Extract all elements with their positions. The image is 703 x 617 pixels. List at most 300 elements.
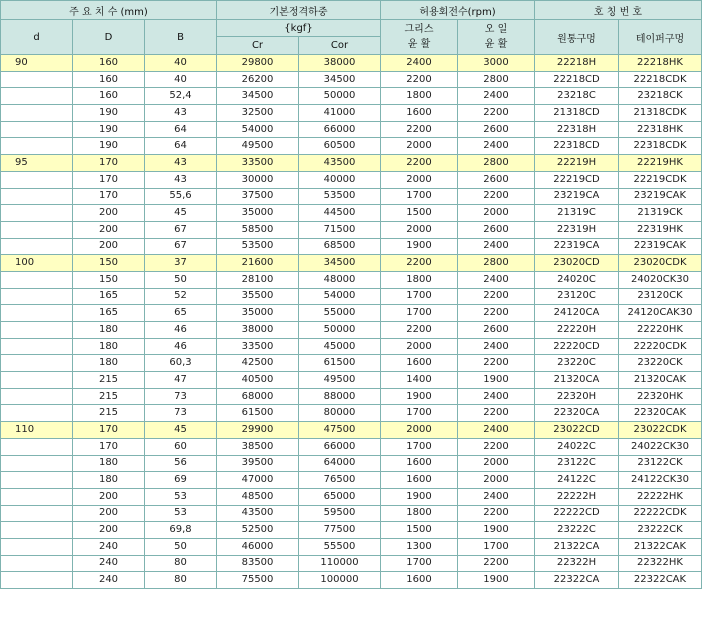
cell-outer-d: 200 [73,238,145,255]
cell-tapered-no: 24122CK30 [619,472,702,489]
table-row [1,422,702,439]
cell-grease-speed: 1800 [381,271,458,288]
cell-bore-d [1,488,73,505]
table-row [1,322,702,339]
cell-bore-d [1,455,73,472]
cell-width-b: 40 [145,55,217,72]
cell-cor: 43500 [299,155,381,172]
cell-outer-d: 200 [73,205,145,222]
cell-grease-speed: 2000 [381,138,458,155]
cell-outer-d: 240 [73,555,145,572]
cell-cr: 42500 [217,355,299,372]
cell-tapered-no: 22218CDK [619,71,702,88]
table-row [1,71,702,88]
tapered-bore-header: 테이퍼구멍 [619,20,702,55]
cell-cylindrical-no: 22319CA [535,238,619,255]
cell-outer-d: 150 [73,271,145,288]
cell-bore-d [1,188,73,205]
cell-cor: 80000 [299,405,381,422]
cell-cor: 66000 [299,438,381,455]
table-row [1,455,702,472]
cell-oil-speed: 2400 [458,388,535,405]
cell-cor: 65000 [299,488,381,505]
cell-outer-d: 180 [73,322,145,339]
cell-grease-speed: 1800 [381,88,458,105]
cell-bore-d [1,238,73,255]
table-row [1,488,702,505]
table-row [1,55,702,72]
cell-cylindrical-no: 22320H [535,388,619,405]
cell-cor: 50000 [299,88,381,105]
cell-width-b: 37 [145,255,217,272]
cell-cylindrical-no: 22222CD [535,505,619,522]
cell-width-b: 52 [145,288,217,305]
cell-oil-speed: 2200 [458,305,535,322]
cell-tapered-no: 22219HK [619,155,702,172]
cell-cylindrical-no: 22318CD [535,138,619,155]
cell-cylindrical-no: 24122C [535,472,619,489]
table-row [1,271,702,288]
cell-cor: 34500 [299,71,381,88]
cell-grease-speed: 1500 [381,205,458,222]
cell-cr: 26200 [217,71,299,88]
cell-bore-d [1,88,73,105]
cell-tapered-no: 22322CAK [619,572,702,589]
cell-outer-d: 215 [73,372,145,389]
cell-cylindrical-no: 24022C [535,438,619,455]
cell-cr: 43500 [217,505,299,522]
cell-grease-speed: 1600 [381,572,458,589]
cell-cr: 33500 [217,338,299,355]
cell-grease-speed: 1700 [381,288,458,305]
cell-cor: 110000 [299,555,381,572]
cell-bore-d [1,338,73,355]
cell-width-b: 56 [145,455,217,472]
cell-bore-d [1,572,73,589]
cell-cr: 46000 [217,538,299,555]
table-row [1,171,702,188]
cell-cylindrical-no: 23120C [535,288,619,305]
load-rating-header: 기본정격하중 [217,1,381,20]
cell-cr: 75500 [217,572,299,589]
cell-outer-d: 160 [73,55,145,72]
cell-cylindrical-no: 22220H [535,322,619,339]
cell-tapered-no: 22219CDK [619,171,702,188]
cell-oil-speed: 1900 [458,522,535,539]
cell-tapered-no: 23022CDK [619,422,702,439]
cell-outer-d: 170 [73,422,145,439]
table-row [1,155,702,172]
cell-grease-speed: 2000 [381,221,458,238]
cell-cylindrical-no: 23219CA [535,188,619,205]
cell-cylindrical-no: 21320CA [535,372,619,389]
cell-cor: 50000 [299,322,381,339]
cell-oil-speed: 2200 [458,505,535,522]
cell-width-b: 50 [145,271,217,288]
cell-cr: 30000 [217,171,299,188]
cell-tapered-no: 21320CAK [619,372,702,389]
cell-cylindrical-no: 22218CD [535,71,619,88]
cell-cr: 38000 [217,322,299,339]
cell-oil-speed: 1700 [458,538,535,555]
cell-bore-d [1,372,73,389]
cell-tapered-no: 22218HK [619,55,702,72]
cell-width-b: 73 [145,388,217,405]
cell-tapered-no: 22320CAK [619,405,702,422]
cell-tapered-no: 22322HK [619,555,702,572]
cell-width-b: 80 [145,555,217,572]
cell-cr: 32500 [217,105,299,122]
table-body [1,55,702,589]
cell-cr: 37500 [217,188,299,205]
cell-grease-speed: 1400 [381,372,458,389]
cell-oil-speed: 2200 [458,355,535,372]
cell-oil-speed: 2200 [458,288,535,305]
table-row [1,572,702,589]
cell-oil-speed: 2800 [458,71,535,88]
cell-cr: 35500 [217,288,299,305]
cell-oil-speed: 1900 [458,572,535,589]
cell-oil-speed: 2800 [458,255,535,272]
cell-grease-speed: 1700 [381,305,458,322]
cell-bore-d [1,522,73,539]
cell-outer-d: 200 [73,221,145,238]
table-row [1,188,702,205]
cell-cylindrical-no: 21319C [535,205,619,222]
cell-cr: 39500 [217,455,299,472]
cell-width-b: 73 [145,405,217,422]
cell-cylindrical-no: 23122C [535,455,619,472]
cell-bore-d: 100 [1,255,73,272]
cell-cor: 68500 [299,238,381,255]
cell-width-b: 53 [145,505,217,522]
cell-width-b: 53 [145,488,217,505]
cell-cr: 35000 [217,305,299,322]
table-row [1,472,702,489]
cell-oil-speed: 2200 [458,438,535,455]
cell-cylindrical-no: 22219H [535,155,619,172]
cell-tapered-no: 22319HK [619,221,702,238]
cell-width-b: 40 [145,71,217,88]
table-row [1,522,702,539]
cell-cylindrical-no: 23220C [535,355,619,372]
table-row [1,505,702,522]
table-row [1,288,702,305]
cell-outer-d: 160 [73,88,145,105]
cell-grease-speed: 1900 [381,488,458,505]
table-row [1,555,702,572]
cell-outer-d: 170 [73,438,145,455]
cell-oil-speed: 2600 [458,322,535,339]
cell-outer-d: 215 [73,388,145,405]
cell-width-b: 47 [145,372,217,389]
cell-oil-speed: 2400 [458,488,535,505]
table-row [1,388,702,405]
cell-width-b: 46 [145,322,217,339]
cell-tapered-no: 23218CK [619,88,702,105]
cell-tapered-no: 22318HK [619,121,702,138]
grease-header [381,20,458,55]
cell-tapered-no: 23219CAK [619,188,702,205]
cell-grease-speed: 2200 [381,155,458,172]
cell-cor: 47500 [299,422,381,439]
cell-grease-speed: 1700 [381,188,458,205]
cell-tapered-no: 21319CK [619,205,702,222]
cell-bore-d [1,505,73,522]
cell-cr: 49500 [217,138,299,155]
table-row [1,105,702,122]
cell-tapered-no: 22220HK [619,322,702,339]
cell-cor: 55500 [299,538,381,555]
cell-width-b: 43 [145,105,217,122]
cell-tapered-no: 23220CK [619,355,702,372]
cell-cor: 76500 [299,472,381,489]
table-header [1,1,702,55]
cell-bore-d [1,121,73,138]
cell-outer-d: 180 [73,355,145,372]
cell-oil-speed: 2400 [458,138,535,155]
cell-bore-d [1,405,73,422]
cell-oil-speed: 2600 [458,121,535,138]
cell-outer-d: 165 [73,305,145,322]
cell-grease-speed: 2200 [381,71,458,88]
cell-width-b: 55,6 [145,188,217,205]
cell-oil-speed: 2400 [458,422,535,439]
cell-cylindrical-no: 22319H [535,221,619,238]
cell-cor: 34500 [299,255,381,272]
cell-grease-speed: 1600 [381,472,458,489]
cell-bore-d [1,538,73,555]
cell-cylindrical-no: 23022CD [535,422,619,439]
cell-cr: 47000 [217,472,299,489]
oil-header [458,20,535,55]
cell-oil-speed: 2600 [458,221,535,238]
cell-tapered-no: 24020CK30 [619,271,702,288]
cell-cor: 45000 [299,338,381,355]
width-b-header: B [145,20,217,55]
cell-width-b: 46 [145,338,217,355]
cell-oil-speed: 2200 [458,105,535,122]
cell-tapered-no: 24120CAK30 [619,305,702,322]
cell-width-b: 43 [145,155,217,172]
cell-grease-speed: 2000 [381,171,458,188]
cell-width-b: 60 [145,438,217,455]
cell-oil-speed: 2400 [458,238,535,255]
cell-bore-d [1,305,73,322]
cell-grease-speed: 2400 [381,55,458,72]
cell-outer-d: 180 [73,455,145,472]
cell-cor: 48000 [299,271,381,288]
table-row [1,338,702,355]
cell-outer-d: 190 [73,138,145,155]
cell-outer-d: 215 [73,405,145,422]
cell-tapered-no: 21318CDK [619,105,702,122]
cell-cr: 58500 [217,221,299,238]
cell-grease-speed: 1900 [381,238,458,255]
cell-cylindrical-no: 22322CA [535,572,619,589]
cell-outer-d: 240 [73,572,145,589]
cell-tapered-no: 22318CDK [619,138,702,155]
cell-cor: 38000 [299,55,381,72]
table-row [1,88,702,105]
cell-grease-speed: 1600 [381,455,458,472]
cell-cylindrical-no: 24120CA [535,305,619,322]
cell-cylindrical-no: 22322H [535,555,619,572]
table-row [1,355,702,372]
cell-bore-d [1,322,73,339]
cell-cylindrical-no: 22218H [535,55,619,72]
cell-cr: 68000 [217,388,299,405]
cell-grease-speed: 1500 [381,522,458,539]
cell-grease-speed: 1800 [381,505,458,522]
cell-outer-d: 180 [73,472,145,489]
cell-cr: 83500 [217,555,299,572]
grease-label-line1: 그리스 [404,24,434,35]
cell-outer-d: 180 [73,338,145,355]
cell-oil-speed: 2600 [458,171,535,188]
cell-outer-d: 240 [73,538,145,555]
cell-tapered-no: 22220CDK [619,338,702,355]
table-row [1,255,702,272]
cell-oil-speed: 3000 [458,55,535,72]
outer-d-header: D [73,20,145,55]
cell-cor: 66000 [299,121,381,138]
cell-cr: 38500 [217,438,299,455]
cell-cylindrical-no: 21318CD [535,105,619,122]
cell-cylindrical-no: 23020CD [535,255,619,272]
oil-label-line1: 오 일 [484,24,508,35]
speed-header: 허용회전수(rpm) [381,1,535,20]
cell-width-b: 50 [145,538,217,555]
cell-cor: 40000 [299,171,381,188]
cell-cr: 52500 [217,522,299,539]
cell-bore-d [1,472,73,489]
table-row [1,538,702,555]
cell-cr: 33500 [217,155,299,172]
cell-cr: 48500 [217,488,299,505]
cell-bore-d [1,221,73,238]
cr-header: Cr [217,37,299,55]
cell-width-b: 67 [145,238,217,255]
cell-oil-speed: 2200 [458,555,535,572]
cell-bore-d [1,355,73,372]
cell-cor: 54000 [299,288,381,305]
table-row [1,238,702,255]
cell-cor: 61500 [299,355,381,372]
oil-label-line2: 윤 활 [484,39,508,50]
cell-outer-d: 190 [73,121,145,138]
cell-grease-speed: 2200 [381,322,458,339]
cell-bore-d [1,388,73,405]
cell-cylindrical-no: 22320CA [535,405,619,422]
cell-cr: 35000 [217,205,299,222]
cell-width-b: 45 [145,205,217,222]
cell-outer-d: 160 [73,71,145,88]
cell-oil-speed: 2000 [458,455,535,472]
cell-tapered-no: 22222CDK [619,505,702,522]
cell-outer-d: 150 [73,255,145,272]
cell-oil-speed: 2000 [458,472,535,489]
cell-cr: 34500 [217,88,299,105]
cell-cylindrical-no: 23218C [535,88,619,105]
cell-grease-speed: 1700 [381,438,458,455]
cell-cor: 100000 [299,572,381,589]
cell-tapered-no: 22319CAK [619,238,702,255]
cell-cylindrical-no: 21322CA [535,538,619,555]
d-header: d [1,20,73,55]
cell-width-b: 65 [145,305,217,322]
cell-oil-speed: 1900 [458,372,535,389]
cylindrical-bore-header: 원통구멍 [535,20,619,55]
cell-bore-d [1,138,73,155]
cell-cor: 64000 [299,455,381,472]
cell-tapered-no: 24022CK30 [619,438,702,455]
cor-header: Cor [299,37,381,55]
cell-cor: 53500 [299,188,381,205]
cell-oil-speed: 2400 [458,338,535,355]
cell-oil-speed: 2400 [458,271,535,288]
cell-tapered-no: 23122CK [619,455,702,472]
cell-width-b: 52,4 [145,88,217,105]
cell-outer-d: 170 [73,171,145,188]
table-row [1,372,702,389]
cell-bore-d: 110 [1,422,73,439]
table-row [1,405,702,422]
cell-cr: 29800 [217,55,299,72]
cell-width-b: 69,8 [145,522,217,539]
dimensions-header: 주 요 치 수 (mm) [1,1,217,20]
cell-cr: 54000 [217,121,299,138]
cell-bore-d [1,71,73,88]
cell-grease-speed: 1900 [381,388,458,405]
cell-cr: 29900 [217,422,299,439]
cell-oil-speed: 2000 [458,205,535,222]
cell-grease-speed: 1700 [381,405,458,422]
cell-oil-speed: 2800 [458,155,535,172]
grease-label-line2: 윤 활 [407,39,431,50]
cell-bore-d: 95 [1,155,73,172]
cell-cylindrical-no: 23222C [535,522,619,539]
table-row [1,205,702,222]
cell-grease-speed: 2000 [381,338,458,355]
cell-width-b: 80 [145,572,217,589]
cell-grease-speed: 1600 [381,355,458,372]
cell-width-b: 64 [145,138,217,155]
cell-oil-speed: 2400 [458,88,535,105]
cell-grease-speed: 2200 [381,121,458,138]
cell-cor: 49500 [299,372,381,389]
cell-cylindrical-no: 22318H [535,121,619,138]
cell-cr: 28100 [217,271,299,288]
cell-cor: 88000 [299,388,381,405]
cell-tapered-no: 23222CK [619,522,702,539]
cell-width-b: 60,3 [145,355,217,372]
bearing-no-header: 호 칭 번 호 [535,1,702,20]
cell-grease-speed: 2000 [381,422,458,439]
cell-cr: 21600 [217,255,299,272]
cell-oil-speed: 2200 [458,405,535,422]
cell-grease-speed: 1700 [381,555,458,572]
cell-cr: 53500 [217,238,299,255]
load-unit-header: {kgf} [217,20,381,37]
cell-bore-d [1,555,73,572]
cell-outer-d: 200 [73,522,145,539]
cell-tapered-no: 22320HK [619,388,702,405]
cell-tapered-no: 22222HK [619,488,702,505]
cell-grease-speed: 2200 [381,255,458,272]
cell-bore-d [1,105,73,122]
cell-bore-d [1,171,73,188]
